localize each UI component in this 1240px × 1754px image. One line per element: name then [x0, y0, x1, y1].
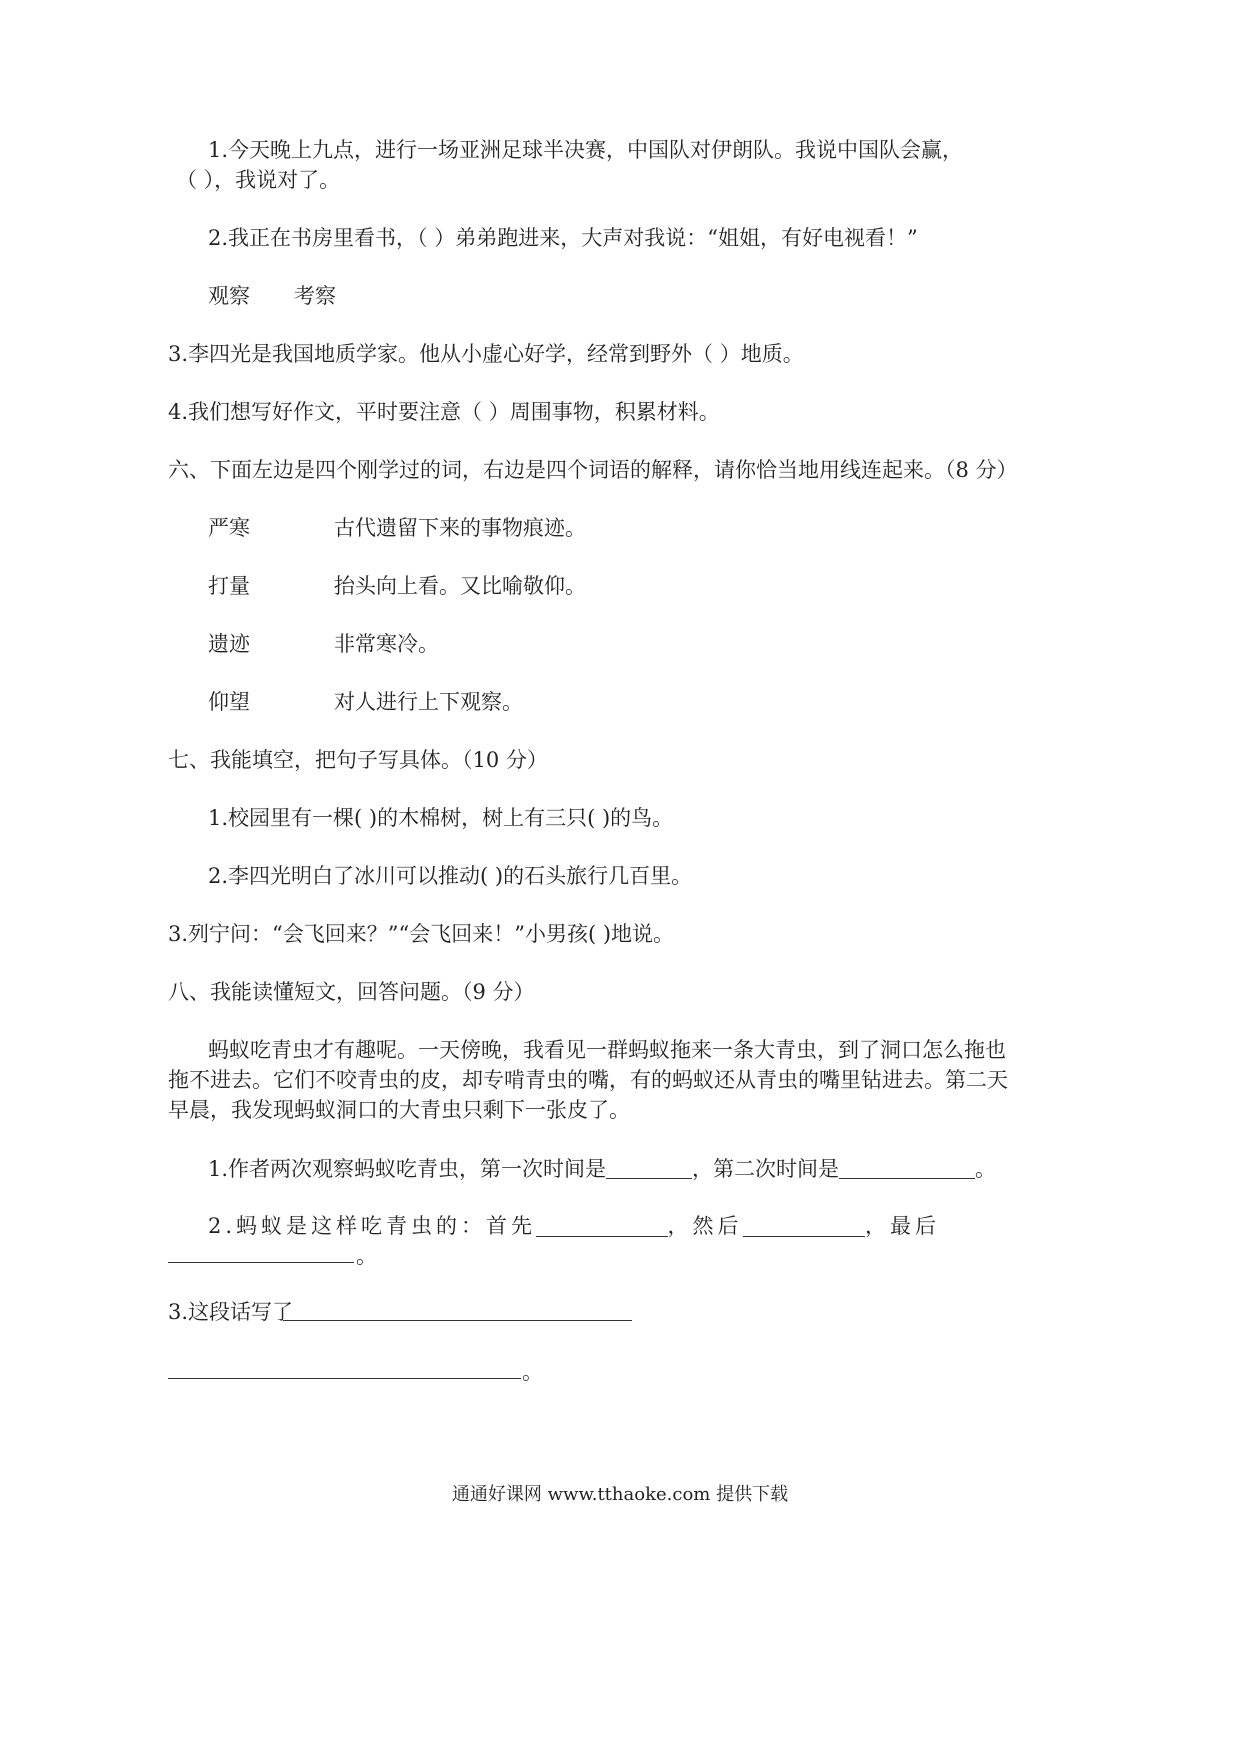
s8-q3-text: 3.这段话写了: [168, 1300, 294, 1324]
passage-line-1: 蚂蚁吃青虫才有趣呢。一天傍晚，我看见一群蚂蚁拖来一条大青虫，到了洞口怎么拖也: [208, 1038, 1006, 1062]
word-option-a: 观察: [208, 284, 250, 308]
s8-q2-text-b: ，然后: [667, 1214, 743, 1238]
s8-q2-text-c: ，最后: [865, 1214, 940, 1238]
answer-blank[interactable]: [168, 1262, 354, 1263]
match-word: 严寒: [208, 516, 250, 540]
s8-q1-text-a: 1.作者两次观察蚂蚁吃青虫，第一次时间是: [208, 1157, 607, 1181]
s5-question-1-line-2: （ ），我说对了。: [176, 168, 341, 192]
s8-question-2: [208, 1216, 940, 1237]
match-meaning: 抬头向上看。又比喻敬仰。: [334, 574, 586, 598]
section-7-title: 七、我能填空，把句子写具体。（10 分）: [168, 748, 548, 772]
s8-q1-end: 。: [975, 1157, 997, 1181]
s5-question-1-line-1: 1.今天晚上九点，进行一场亚洲足球半决赛，中国队对伊朗队。我说中国队会赢，: [208, 138, 964, 162]
match-meaning: 对人进行上下观察。: [334, 690, 523, 714]
page-footer: 通通好课网 www.tthaoke.com 提供下载: [451, 1484, 789, 1505]
s5-question-4: 4.我们想写好作文，平时要注意（ ）周围事物，积累材料。: [168, 400, 720, 424]
answer-blank[interactable]: [839, 1158, 975, 1179]
match-word: 仰望: [208, 690, 250, 714]
word-option-b: 考察: [294, 284, 336, 308]
s8-q3-end: 。: [522, 1360, 543, 1384]
passage-line-3: 早晨，我发现蚂蚁洞口的大青虫只剩下一张皮了。: [168, 1098, 630, 1122]
s8-question-1: [208, 1158, 996, 1180]
match-meaning: 非常寒冷。: [334, 632, 439, 656]
match-word: 遗迹: [208, 632, 250, 656]
answer-blank[interactable]: [743, 1216, 865, 1237]
section-6-title: 六、下面左边是四个刚学过的词，右边是四个词语的解释，请你恰当地用线连起来。（8 分）: [168, 458, 1018, 482]
s5-question-2: 2.我正在书房里看书，（ ）弟弟跑进来，大声对我说：“姐姐，有好电视看！”: [208, 226, 918, 250]
s7-question-2: 2.李四光明白了冰川可以推动( )的石头旅行几百里。: [208, 864, 693, 888]
section-8-title: 八、我能读懂短文，回答问题。（9 分）: [168, 980, 535, 1004]
s7-question-3: 3.列宁问：“会飞回来？”“会飞回来！”小男孩( )地说。: [168, 922, 675, 946]
s8-q2-end: 。: [356, 1244, 377, 1268]
answer-blank[interactable]: [283, 1320, 632, 1321]
s5-question-3: 3.李四光是我国地质学家。他从小虚心好学，经常到野外（ ）地质。: [168, 342, 804, 366]
match-meaning: 古代遗留下来的事物痕迹。: [334, 516, 586, 540]
s7-question-1: 1.校园里有一棵( )的木棉树，树上有三只( )的鸟。: [208, 806, 674, 830]
s8-q2-text-a: 2.蚂蚁是这样吃青虫的：首先: [208, 1214, 537, 1238]
match-word: 打量: [208, 574, 250, 598]
s8-q1-text-b: ，第二次时间是: [692, 1157, 840, 1181]
answer-blank[interactable]: [168, 1378, 521, 1379]
answer-blank[interactable]: [606, 1158, 692, 1179]
answer-blank[interactable]: [536, 1216, 667, 1237]
passage-line-2: 拖不进去。它们不咬青虫的皮，却专啃青虫的嘴，有的蚂蚁还从青虫的嘴里钻进去。第二天: [168, 1068, 1008, 1092]
